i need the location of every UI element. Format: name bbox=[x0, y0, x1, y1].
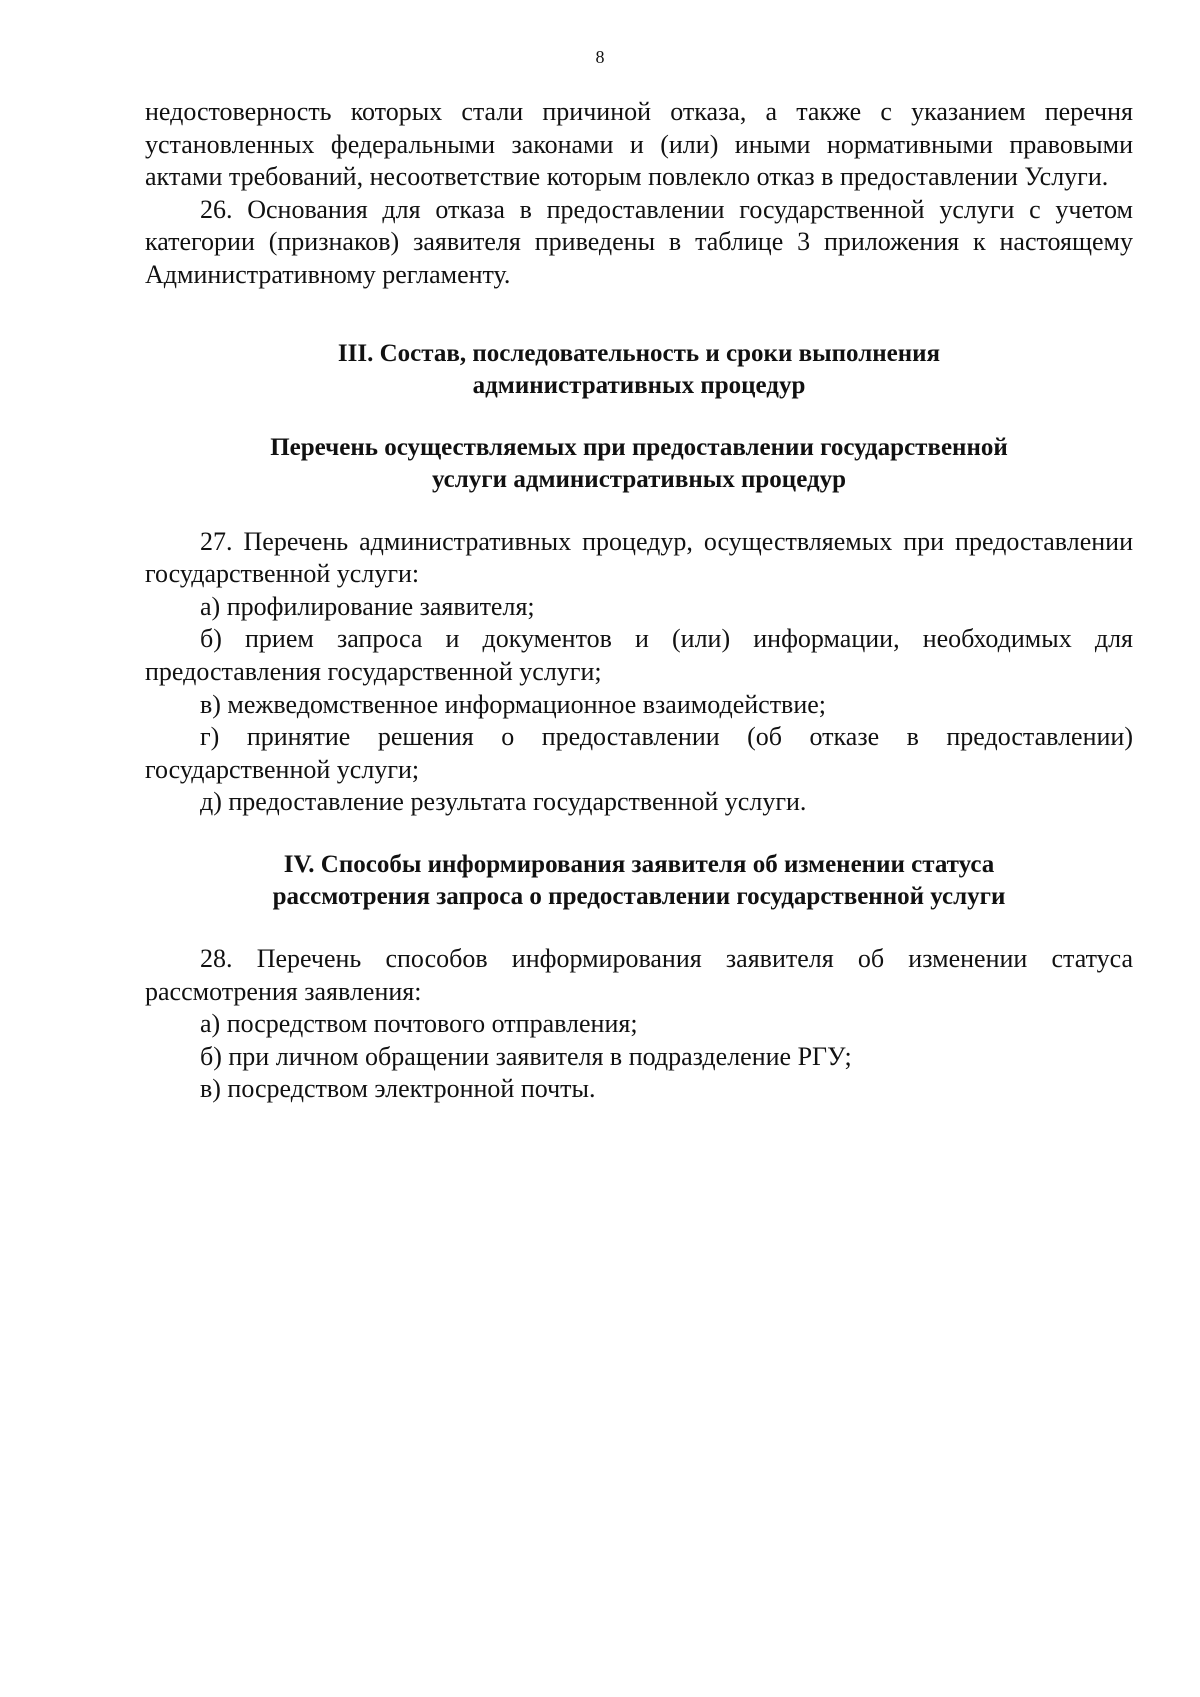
section-3-subheading bbox=[145, 432, 1133, 496]
list-item: в) посредством электронной почты. bbox=[200, 1074, 596, 1104]
section-4-heading-line2: рассмотрения запроса о предоставлении государственной услуги bbox=[272, 882, 1006, 910]
section-4-heading-line1: IV. Способы информирования заявителя об изменении статуса bbox=[283, 850, 995, 878]
list-item: а) посредством почтового отправления; bbox=[200, 1009, 638, 1039]
spacer bbox=[145, 819, 1133, 849]
list-item: д) предоставление результата государственной услуги. bbox=[200, 787, 807, 817]
section-3-subheading-line2: услуги административных процедур bbox=[431, 465, 847, 493]
paragraph-continuation: недостоверность которых стали причиной отказа, а также с указанием перечня установленных федеральными законами и (или) иными нормативными правовыми актами требований, несоответствие которым повлекло отказ в предоставлении Услуги. bbox=[145, 97, 1133, 192]
spacer bbox=[145, 913, 1133, 943]
document-body bbox=[145, 96, 1133, 1106]
page-number: 8 bbox=[595, 47, 605, 67]
section-3-heading-line2: административных процедур bbox=[472, 371, 806, 399]
spacer bbox=[145, 402, 1133, 432]
paragraph-27: 27. Перечень административных процедур, осуществляемых при предоставлении государственной услуги: bbox=[145, 526, 1133, 589]
section-3-subheading-line1: Перечень осуществляемых при предоставлении государственной bbox=[270, 433, 1008, 461]
list-item: а) профилирование заявителя; bbox=[200, 591, 535, 621]
list-item: в) межведомственное информационное взаимодействие; bbox=[200, 689, 827, 719]
paragraph-26: 26. Основания для отказа в предоставлении государственной услуги с учетом категории (признаков) заявителя приведены в таблице 3 приложения к настоящему Административному регламенту. bbox=[145, 194, 1133, 289]
section-3-heading bbox=[145, 338, 1133, 402]
list-item: г) принятие решения о предоставлении (об отказе в предоставлении) государственной услуги; bbox=[145, 722, 1133, 784]
list-item: б) прием запроса и документов и (или) информации, необходимых для предоставления государственной услуги; bbox=[145, 624, 1133, 686]
section-4-heading bbox=[145, 849, 1133, 913]
list-item: б) при личном обращении заявителя в подразделение РГУ; bbox=[200, 1041, 852, 1071]
spacer bbox=[145, 292, 1133, 338]
paragraph-28: 28. Перечень способов информирования заявителя об изменении статуса рассмотрения заявления: bbox=[145, 943, 1133, 1006]
spacer bbox=[145, 496, 1133, 526]
section-3-heading-line1: III. Состав, последовательность и сроки выполнения bbox=[337, 339, 941, 367]
